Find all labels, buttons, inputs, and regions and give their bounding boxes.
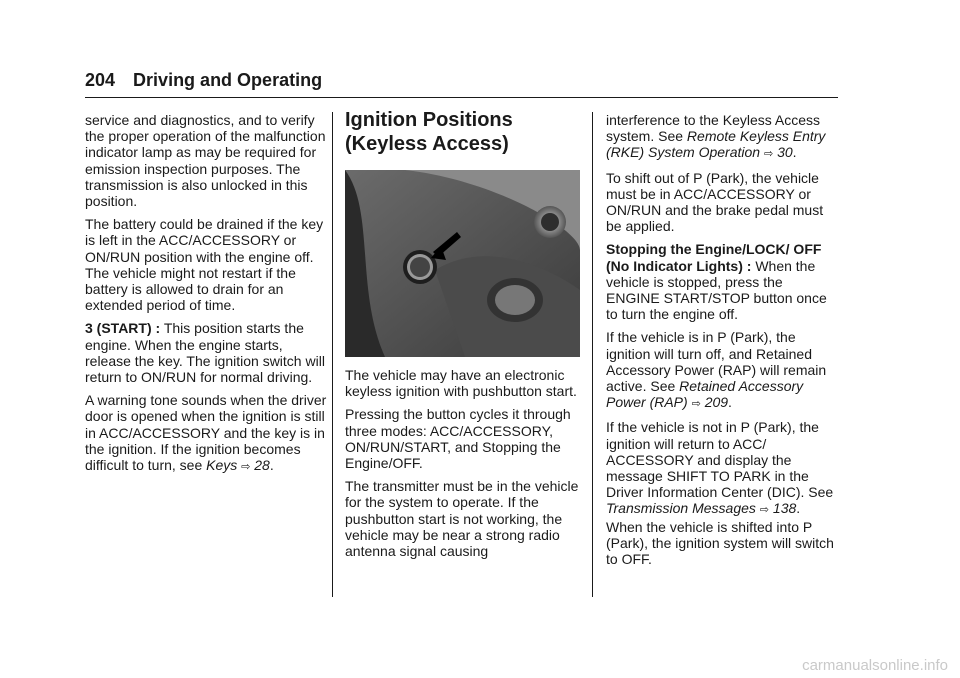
paragraph-text: A warning tone sounds when the driver door is opened when the ignition is still in ACC/ACCESSORY and the key is in the ignition. If the ignition becomes difficult to turn, see <box>85 392 327 474</box>
paragraph: The transmitter must be in the vehicle for the system to operate. If the pushbutton start is not working, the vehicle may be near a strong radio antenna signal causing <box>345 478 579 560</box>
section-heading <box>345 108 580 156</box>
paragraph-text: When the vehicle is shifted into P (Park), the ignition system will switch to OFF. <box>606 518 834 568</box>
column-1 <box>85 112 327 482</box>
paragraph: If the vehicle is in P (Park), the ignition will turn off, and Retained Accessory Power (RAP) will remain active. See Retained Accessory Power (RAP) ⇨ 209. <box>606 329 827 411</box>
term-stopping: Stopping the Engine/LOCK/ OFF (No Indicator Lights) : <box>606 241 822 274</box>
page-ref[interactable]: 28 <box>254 457 270 474</box>
ignition-button-photo <box>345 170 580 357</box>
keys-link[interactable]: Keys <box>206 457 238 474</box>
paragraph <box>85 320 327 385</box>
term-text: When the vehicle is stopped, press the ENGINE START/STOP button once to turn the engine off. <box>606 257 827 323</box>
paragraph-text: If the vehicle is not in P (Park), the ignition will return to ACC/ ACCESSORY and display the message SHIFT TO PARK in the Driver Information Center (DIC). See <box>606 419 834 501</box>
transmission-messages-link[interactable]: Transmission Messages <box>606 500 756 517</box>
rap-link[interactable]: Retained Accessory Power (RAP) <box>606 378 804 411</box>
page-ref[interactable]: 138 <box>772 500 797 517</box>
column-divider <box>592 112 593 597</box>
section-title: Driving and Operating <box>133 70 323 90</box>
paragraph: interference to the Keyless Access system. See Remote Keyless Entry (RKE) System Operation ⇨ 30. <box>606 112 826 161</box>
page-number: 204 <box>85 70 116 90</box>
column-divider <box>332 112 333 597</box>
page-header <box>85 70 322 91</box>
column-2 <box>345 108 580 566</box>
paragraph: Pressing the button cycles it through three modes: ACC/ACCESSORY, ON/RUN/START, and Stopping the Engine/OFF. <box>345 406 571 472</box>
heading-line: Ignition Positions <box>345 109 513 131</box>
header-rule <box>85 97 838 98</box>
paragraph: If the vehicle is not in P (Park), the ignition will return to ACC/ ACCESSORY and display the message SHIFT TO PARK in the Driver Information Center (DIC). See Transmission Messages ⇨ 138. When the vehicle is shifted into P (Park), the ignition system will switch to OFF. <box>606 419 834 568</box>
paragraph: The vehicle may have an electronic keyless ignition with pushbutton start. <box>345 367 577 400</box>
page-ref-arrow-icon: ⇨ <box>763 148 774 161</box>
paragraph <box>606 241 838 322</box>
paragraph: The battery could be drained if the key is left in the ACC/ACCESSORY or ON/RUN position with the engine off. The vehicle might not restart if the battery is allowed to drain for an extended period of time. <box>85 216 324 314</box>
rke-link[interactable]: Remote Keyless Entry (RKE) System Operation <box>606 128 826 161</box>
page-ref-arrow-icon: ⇨ <box>691 398 701 411</box>
watermark: carmanualsonline.info <box>802 657 948 674</box>
paragraph: To shift out of P (Park), the vehicle must be in ACC/ACCESSORY or ON/RUN and the brake pedal must be applied. <box>606 169 824 235</box>
term-text: This position starts the engine. When the engine starts, release the key. The ignition switch will return to ON/RUN for normal driving. <box>85 320 325 386</box>
heading-line: (Keyless Access) <box>345 133 509 155</box>
page-ref[interactable]: 209 <box>704 394 729 411</box>
page-ref-arrow-icon: ⇨ <box>241 461 251 474</box>
page-ref[interactable]: 30 <box>777 144 793 161</box>
term-start: 3 (START) : <box>85 320 161 337</box>
page-ref-arrow-icon: ⇨ <box>759 504 770 517</box>
column-3 <box>606 112 838 574</box>
paragraph: A warning tone sounds when the driver door is opened when the ignition is still in ACC/ACCESSORY and the key is in the ignition. If the ignition becomes difficult to turn, see Keys ⇨ 28. <box>85 392 327 474</box>
paragraph: service and diagnostics, and to verify the proper operation of the malfunction indicator lamp as may be required for emission inspection purposes. The transmission is also unlocked in this position. <box>85 112 326 210</box>
paragraph-text: If the vehicle is in P (Park), the ignition will turn off, and Retained Accessory Power (RAP) will remain active. See <box>606 329 827 395</box>
paragraph-text: interference to the Keyless Access system. See <box>606 112 820 145</box>
